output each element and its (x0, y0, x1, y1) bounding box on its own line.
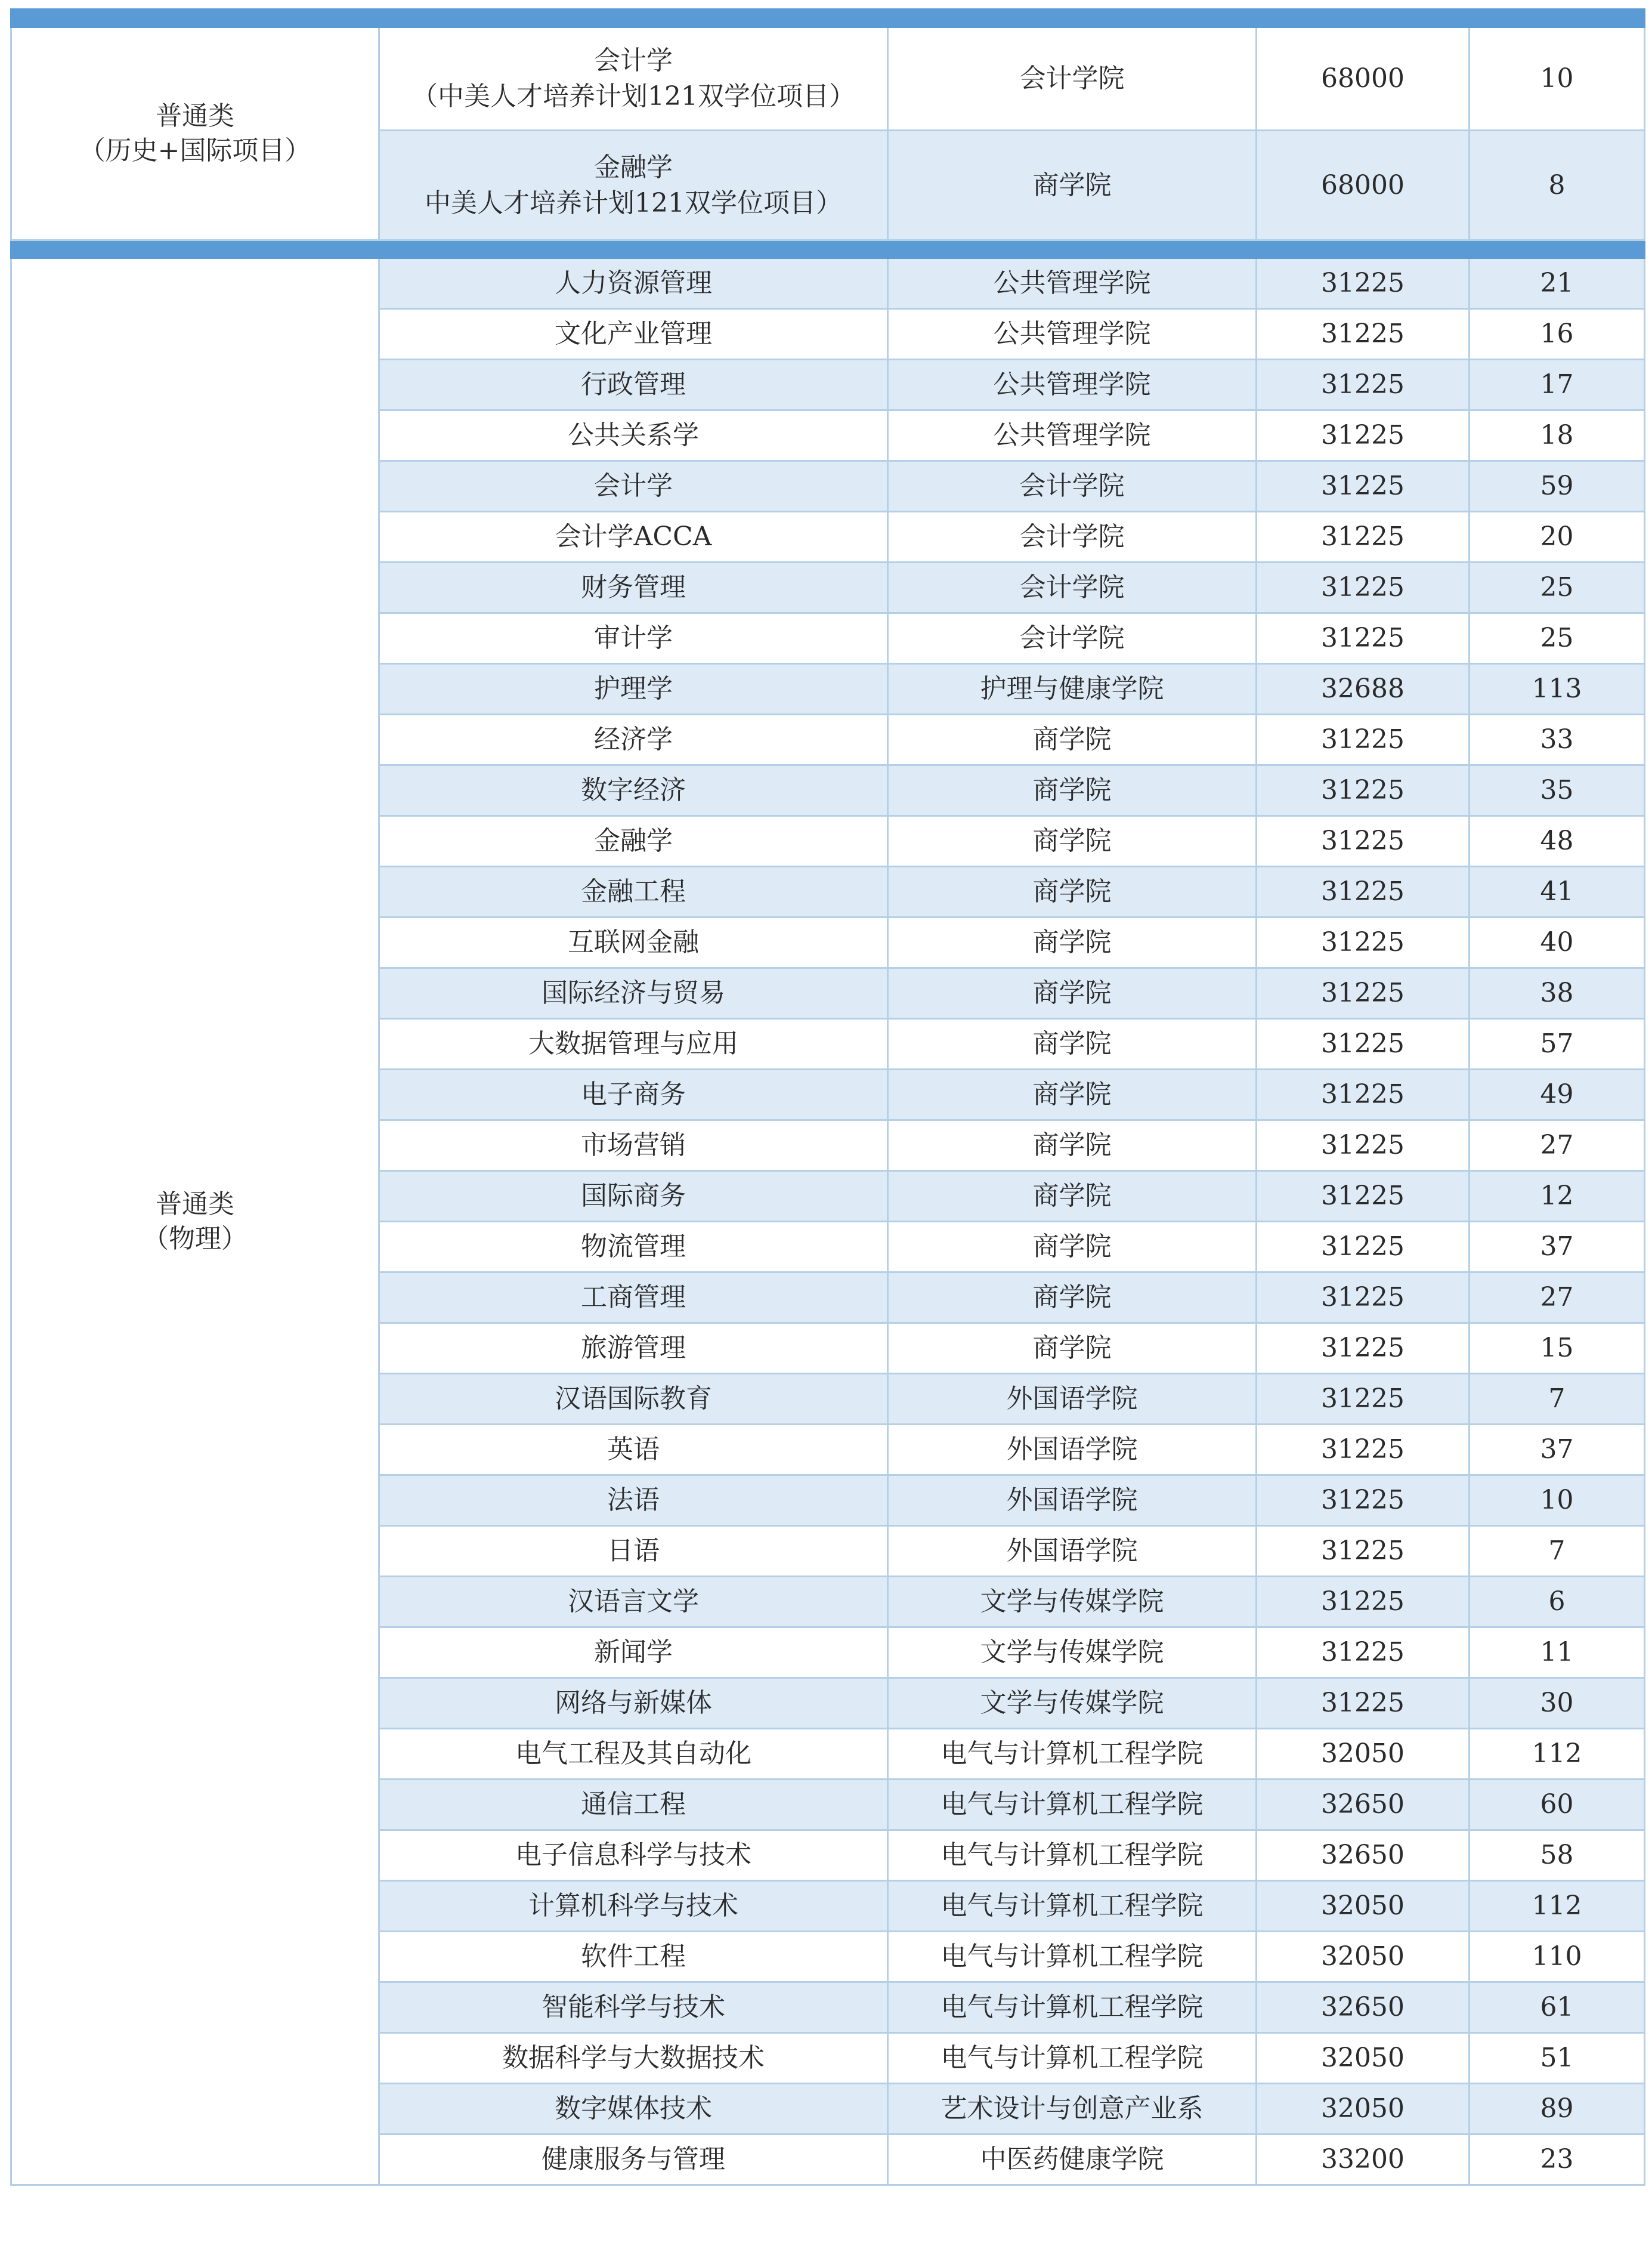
quota-cell: 49 (1470, 1070, 1645, 1120)
category-cell (11, 258, 379, 2185)
major-cell: 人力资源管理 (379, 258, 888, 309)
college-cell: 外国语学院 (888, 1374, 1257, 1425)
quota-cell: 38 (1470, 968, 1645, 1019)
tuition-cell: 31225 (1257, 461, 1470, 512)
major-cell: 物流管理 (379, 1222, 888, 1272)
tuition-cell: 31225 (1257, 360, 1470, 410)
major-line2: （中美人才培养计划121双学位项目） (412, 81, 855, 112)
tuition-cell: 32050 (1257, 1932, 1470, 1982)
college-cell: 商学院 (888, 715, 1257, 765)
major-cell: 财务管理 (379, 563, 888, 613)
quota-cell: 17 (1470, 360, 1645, 410)
college-cell: 商学院 (888, 131, 1257, 240)
college-cell: 商学院 (888, 1323, 1257, 1374)
college-cell: 商学院 (888, 867, 1257, 918)
quota-cell: 25 (1470, 563, 1645, 613)
college-cell: 商学院 (888, 1222, 1257, 1272)
header-bar (11, 10, 1645, 27)
tuition-cell: 32650 (1257, 1780, 1470, 1830)
college-cell: 护理与健康学院 (888, 664, 1257, 715)
quota-cell: 12 (1470, 1171, 1645, 1222)
tuition-cell: 31225 (1257, 1171, 1470, 1222)
tuition-cell: 32650 (1257, 1982, 1470, 2033)
major-cell: 新闻学 (379, 1627, 888, 1678)
major-cell: 文化产业管理 (379, 309, 888, 360)
college-cell: 艺术设计与创意产业系 (888, 2084, 1257, 2134)
major-line2: 中美人才培养计划121双学位项目） (425, 187, 842, 218)
college-cell: 商学院 (888, 1070, 1257, 1120)
college-cell: 电气与计算机工程学院 (888, 1982, 1257, 2033)
tuition-cell: 31225 (1257, 1070, 1470, 1120)
tuition-cell: 33200 (1257, 2134, 1470, 2185)
tuition-cell: 31225 (1257, 918, 1470, 968)
major-cell: 汉语国际教育 (379, 1374, 888, 1425)
major-cell: 大数据管理与应用 (379, 1019, 888, 1070)
major-cell: 国际商务 (379, 1171, 888, 1222)
table-row (11, 258, 1645, 309)
major-cell: 英语 (379, 1425, 888, 1475)
category-line2: （历史+国际项目） (79, 135, 311, 166)
quota-cell: 51 (1470, 2033, 1645, 2084)
tuition-cell: 31225 (1257, 816, 1470, 867)
major-cell: 金融工程 (379, 867, 888, 918)
major-cell: 健康服务与管理 (379, 2134, 888, 2185)
major-cell (379, 27, 888, 131)
quota-cell: 112 (1470, 1881, 1645, 1932)
quota-cell: 113 (1470, 664, 1645, 715)
major-cell: 经济学 (379, 715, 888, 765)
major-cell: 行政管理 (379, 360, 888, 410)
tuition-cell: 31225 (1257, 715, 1470, 765)
quota-cell: 7 (1470, 1374, 1645, 1425)
college-cell: 会计学院 (888, 512, 1257, 563)
quota-cell: 6 (1470, 1577, 1645, 1627)
college-cell: 商学院 (888, 1272, 1257, 1323)
quota-cell: 48 (1470, 816, 1645, 867)
college-cell: 公共管理学院 (888, 360, 1257, 410)
college-cell: 会计学院 (888, 613, 1257, 664)
major-cell: 智能科学与技术 (379, 1982, 888, 2033)
major-cell: 电气工程及其自动化 (379, 1729, 888, 1780)
tuition-cell: 32050 (1257, 1729, 1470, 1780)
major-cell: 数字经济 (379, 765, 888, 816)
quota-cell: 37 (1470, 1425, 1645, 1475)
tuition-cell: 31225 (1257, 1323, 1470, 1374)
quota-cell: 20 (1470, 512, 1645, 563)
category-line1: 普通类 (156, 1188, 234, 1219)
major-cell: 会计学ACCA (379, 512, 888, 563)
major-cell: 汉语言文学 (379, 1577, 888, 1627)
quota-cell: 57 (1470, 1019, 1645, 1070)
quota-cell: 10 (1470, 1475, 1645, 1526)
quota-cell: 37 (1470, 1222, 1645, 1272)
major-cell: 市场营销 (379, 1120, 888, 1171)
tuition-cell: 31225 (1257, 968, 1470, 1019)
college-cell: 电气与计算机工程学院 (888, 1729, 1257, 1780)
quota-cell: 41 (1470, 867, 1645, 918)
college-cell: 商学院 (888, 918, 1257, 968)
quota-cell: 40 (1470, 918, 1645, 968)
college-cell: 公共管理学院 (888, 410, 1257, 461)
major-cell: 公共关系学 (379, 410, 888, 461)
tuition-cell: 31225 (1257, 1577, 1470, 1627)
college-cell: 会计学院 (888, 563, 1257, 613)
tuition-cell: 31225 (1257, 1475, 1470, 1526)
tuition-cell: 31225 (1257, 309, 1470, 360)
tuition-cell: 32650 (1257, 1830, 1470, 1881)
college-cell: 电气与计算机工程学院 (888, 1881, 1257, 1932)
major-line1: 金融学 (594, 152, 673, 183)
major-cell: 法语 (379, 1475, 888, 1526)
tuition-cell: 31225 (1257, 613, 1470, 664)
tuition-cell: 31225 (1257, 1374, 1470, 1425)
college-cell: 商学院 (888, 765, 1257, 816)
tuition-cell: 31225 (1257, 512, 1470, 563)
quota-cell: 61 (1470, 1982, 1645, 2033)
quota-cell: 60 (1470, 1780, 1645, 1830)
major-cell: 护理学 (379, 664, 888, 715)
major-cell: 工商管理 (379, 1272, 888, 1323)
college-cell: 商学院 (888, 1120, 1257, 1171)
tuition-cell: 31225 (1257, 1222, 1470, 1272)
tuition-cell: 31225 (1257, 1526, 1470, 1577)
college-cell: 电气与计算机工程学院 (888, 2033, 1257, 2084)
college-cell: 商学院 (888, 1019, 1257, 1070)
major-cell: 会计学 (379, 461, 888, 512)
tuition-cell: 32688 (1257, 664, 1470, 715)
major-cell: 审计学 (379, 613, 888, 664)
tuition-cell: 31225 (1257, 1019, 1470, 1070)
major-cell: 互联网金融 (379, 918, 888, 968)
tuition-cell: 31225 (1257, 867, 1470, 918)
college-cell: 公共管理学院 (888, 258, 1257, 309)
major-cell: 数据科学与大数据技术 (379, 2033, 888, 2084)
major-cell (379, 131, 888, 240)
quota-cell: 89 (1470, 2084, 1645, 2134)
quota-cell: 112 (1470, 1729, 1645, 1780)
quota-cell: 7 (1470, 1526, 1645, 1577)
college-cell: 中医药健康学院 (888, 2134, 1257, 2185)
category-cell (11, 27, 379, 240)
quota-cell: 11 (1470, 1627, 1645, 1678)
quota-cell: 27 (1470, 1272, 1645, 1323)
college-cell: 电气与计算机工程学院 (888, 1830, 1257, 1881)
quota-cell: 16 (1470, 309, 1645, 360)
tuition-cell: 68000 (1257, 131, 1470, 240)
admission-plan-table-sheet (10, 8, 1644, 2186)
college-cell: 电气与计算机工程学院 (888, 1932, 1257, 1982)
quota-cell: 58 (1470, 1830, 1645, 1881)
quota-cell: 10 (1470, 27, 1645, 131)
quota-cell: 15 (1470, 1323, 1645, 1374)
major-cell: 旅游管理 (379, 1323, 888, 1374)
tuition-cell: 31225 (1257, 1627, 1470, 1678)
college-cell: 文学与传媒学院 (888, 1627, 1257, 1678)
major-cell: 数字媒体技术 (379, 2084, 888, 2134)
college-cell: 文学与传媒学院 (888, 1678, 1257, 1729)
major-line1: 会计学 (594, 45, 673, 76)
quota-cell: 33 (1470, 715, 1645, 765)
college-cell: 文学与传媒学院 (888, 1577, 1257, 1627)
college-cell: 外国语学院 (888, 1425, 1257, 1475)
major-cell: 网络与新媒体 (379, 1678, 888, 1729)
quota-cell: 23 (1470, 2134, 1645, 2185)
major-cell: 金融学 (379, 816, 888, 867)
table-row (11, 27, 1645, 131)
tuition-cell: 32050 (1257, 1881, 1470, 1932)
tuition-cell: 31225 (1257, 1120, 1470, 1171)
college-cell: 外国语学院 (888, 1475, 1257, 1526)
tuition-cell: 31225 (1257, 258, 1470, 309)
college-cell: 会计学院 (888, 27, 1257, 131)
tuition-cell: 31225 (1257, 410, 1470, 461)
major-cell: 通信工程 (379, 1780, 888, 1830)
quota-cell: 30 (1470, 1678, 1645, 1729)
major-cell: 日语 (379, 1526, 888, 1577)
tuition-cell: 31225 (1257, 765, 1470, 816)
college-cell: 商学院 (888, 1171, 1257, 1222)
major-cell: 国际经济与贸易 (379, 968, 888, 1019)
quota-cell: 27 (1470, 1120, 1645, 1171)
major-cell: 软件工程 (379, 1932, 888, 1982)
college-cell: 会计学院 (888, 461, 1257, 512)
college-cell: 外国语学院 (888, 1526, 1257, 1577)
quota-cell: 59 (1470, 461, 1645, 512)
tuition-cell: 32050 (1257, 2084, 1470, 2134)
tuition-cell: 31225 (1257, 563, 1470, 613)
tuition-cell: 68000 (1257, 27, 1470, 131)
tuition-cell: 31225 (1257, 1678, 1470, 1729)
section-bar (11, 240, 1645, 258)
college-cell: 电气与计算机工程学院 (888, 1780, 1257, 1830)
major-cell: 电子商务 (379, 1070, 888, 1120)
quota-cell: 21 (1470, 258, 1645, 309)
tuition-cell: 31225 (1257, 1272, 1470, 1323)
tuition-cell: 32050 (1257, 2033, 1470, 2084)
quota-cell: 110 (1470, 1932, 1645, 1982)
category-line1: 普通类 (156, 101, 234, 131)
quota-cell: 25 (1470, 613, 1645, 664)
college-cell: 商学院 (888, 816, 1257, 867)
group-physics-body (11, 258, 1645, 2185)
college-cell: 商学院 (888, 968, 1257, 1019)
major-cell: 计算机科学与技术 (379, 1881, 888, 1932)
quota-cell: 8 (1470, 131, 1645, 240)
category-line2: （物理） (143, 1223, 248, 1254)
major-cell: 电子信息科学与技术 (379, 1830, 888, 1881)
admission-plan-table (10, 8, 1645, 2186)
tuition-cell: 31225 (1257, 1425, 1470, 1475)
quota-cell: 18 (1470, 410, 1645, 461)
college-cell: 公共管理学院 (888, 309, 1257, 360)
quota-cell: 35 (1470, 765, 1645, 816)
